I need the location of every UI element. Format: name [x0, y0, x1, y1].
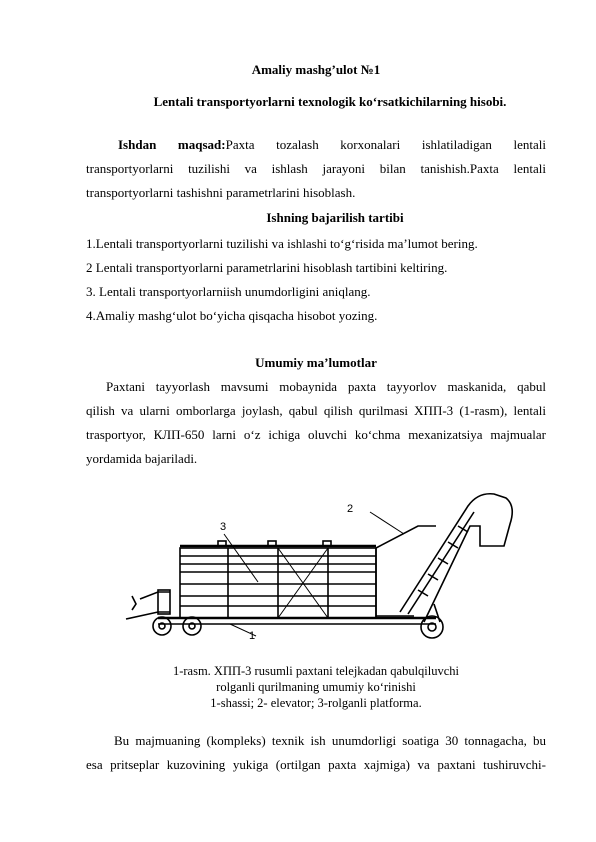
- figure-label-3: 3: [220, 521, 227, 533]
- figure-caption-2: rolganli qurilmaning umumiy ko‘rinishi: [216, 680, 416, 694]
- figure-xpp3-machine: [118, 486, 528, 641]
- procedure-heading: Ishning bajarilish tartibi: [266, 210, 404, 225]
- procedure-item-2: 2 Lentali transportyorlarni parametrlarini hisoblash tartibini keltiring.: [86, 260, 448, 275]
- general-line-3: trasportyor, КЛП-650 larni o‘z ichiga oluvchi ko‘chma mexanizatsiya majmualar: [86, 427, 546, 442]
- figure-label-1: 1: [249, 630, 256, 641]
- general-heading: Umumiy ma’lumotlar: [255, 355, 377, 370]
- goal-label: Ishdan maqsad:: [118, 137, 226, 152]
- figure-caption-1: 1-rasm. ХПП-3 rusumli paxtani telejkadan qabulqiluvchi: [172, 664, 460, 678]
- goal-line-1: [118, 137, 546, 153]
- closing-line-1: Bu majmuaning (kompleks) texnik ish unumdorligi soatiga 30 tonnagacha, bu: [114, 733, 546, 748]
- goal-line-3: transportyorlarni tashishni parametrlarini hisoblash.: [86, 185, 356, 200]
- goal-line-2: transportyorlarni tuzilishi va ishlash jarayoni bilan tanishish.Paxta lentali: [86, 161, 546, 176]
- procedure-item-3: 3. Lentali transportyorlarniish unumdorligini aniqlang.: [86, 284, 371, 299]
- procedure-item-4: 4.Amaliy mashg‘ulot bo‘yicha qisqacha hisobot yozing.: [86, 308, 378, 323]
- closing-line-2: esa pritseplar kuzovining yukiga (ortilgan paxta xajmiga) va paxtani tushiruvchi-: [86, 757, 546, 772]
- machine-drawing: [118, 486, 528, 641]
- page-title: Amaliy mashg’ulot №1: [251, 62, 381, 77]
- goal-text-1: Paxta tozalash korxonalari ishlatiladigan lentali: [225, 137, 546, 152]
- figure-label-2: 2: [347, 503, 354, 515]
- general-line-1: Paxtani tayyorlash mavsumi mobaynida paxta tayyorlov maskanida, qabul: [106, 379, 546, 394]
- page-subtitle: Lentali transportyorlarni texnologik ko‘rsatkichilarning hisobi.: [153, 94, 507, 109]
- general-line-4: yordamida bajariladi.: [86, 451, 198, 466]
- general-line-2: qilish va ularni omborlarga joylash, qabul qilish qurilmasi ХПП-3 (1-rasm), lentali: [86, 403, 546, 418]
- procedure-item-1: 1.Lentali transportyorlarni tuzilishi va ishlashi to‘g‘risida ma’lumot bering.: [86, 236, 478, 251]
- figure-caption-3: 1-shassi; 2- elevator; 3-rolganli platforma.: [210, 696, 422, 710]
